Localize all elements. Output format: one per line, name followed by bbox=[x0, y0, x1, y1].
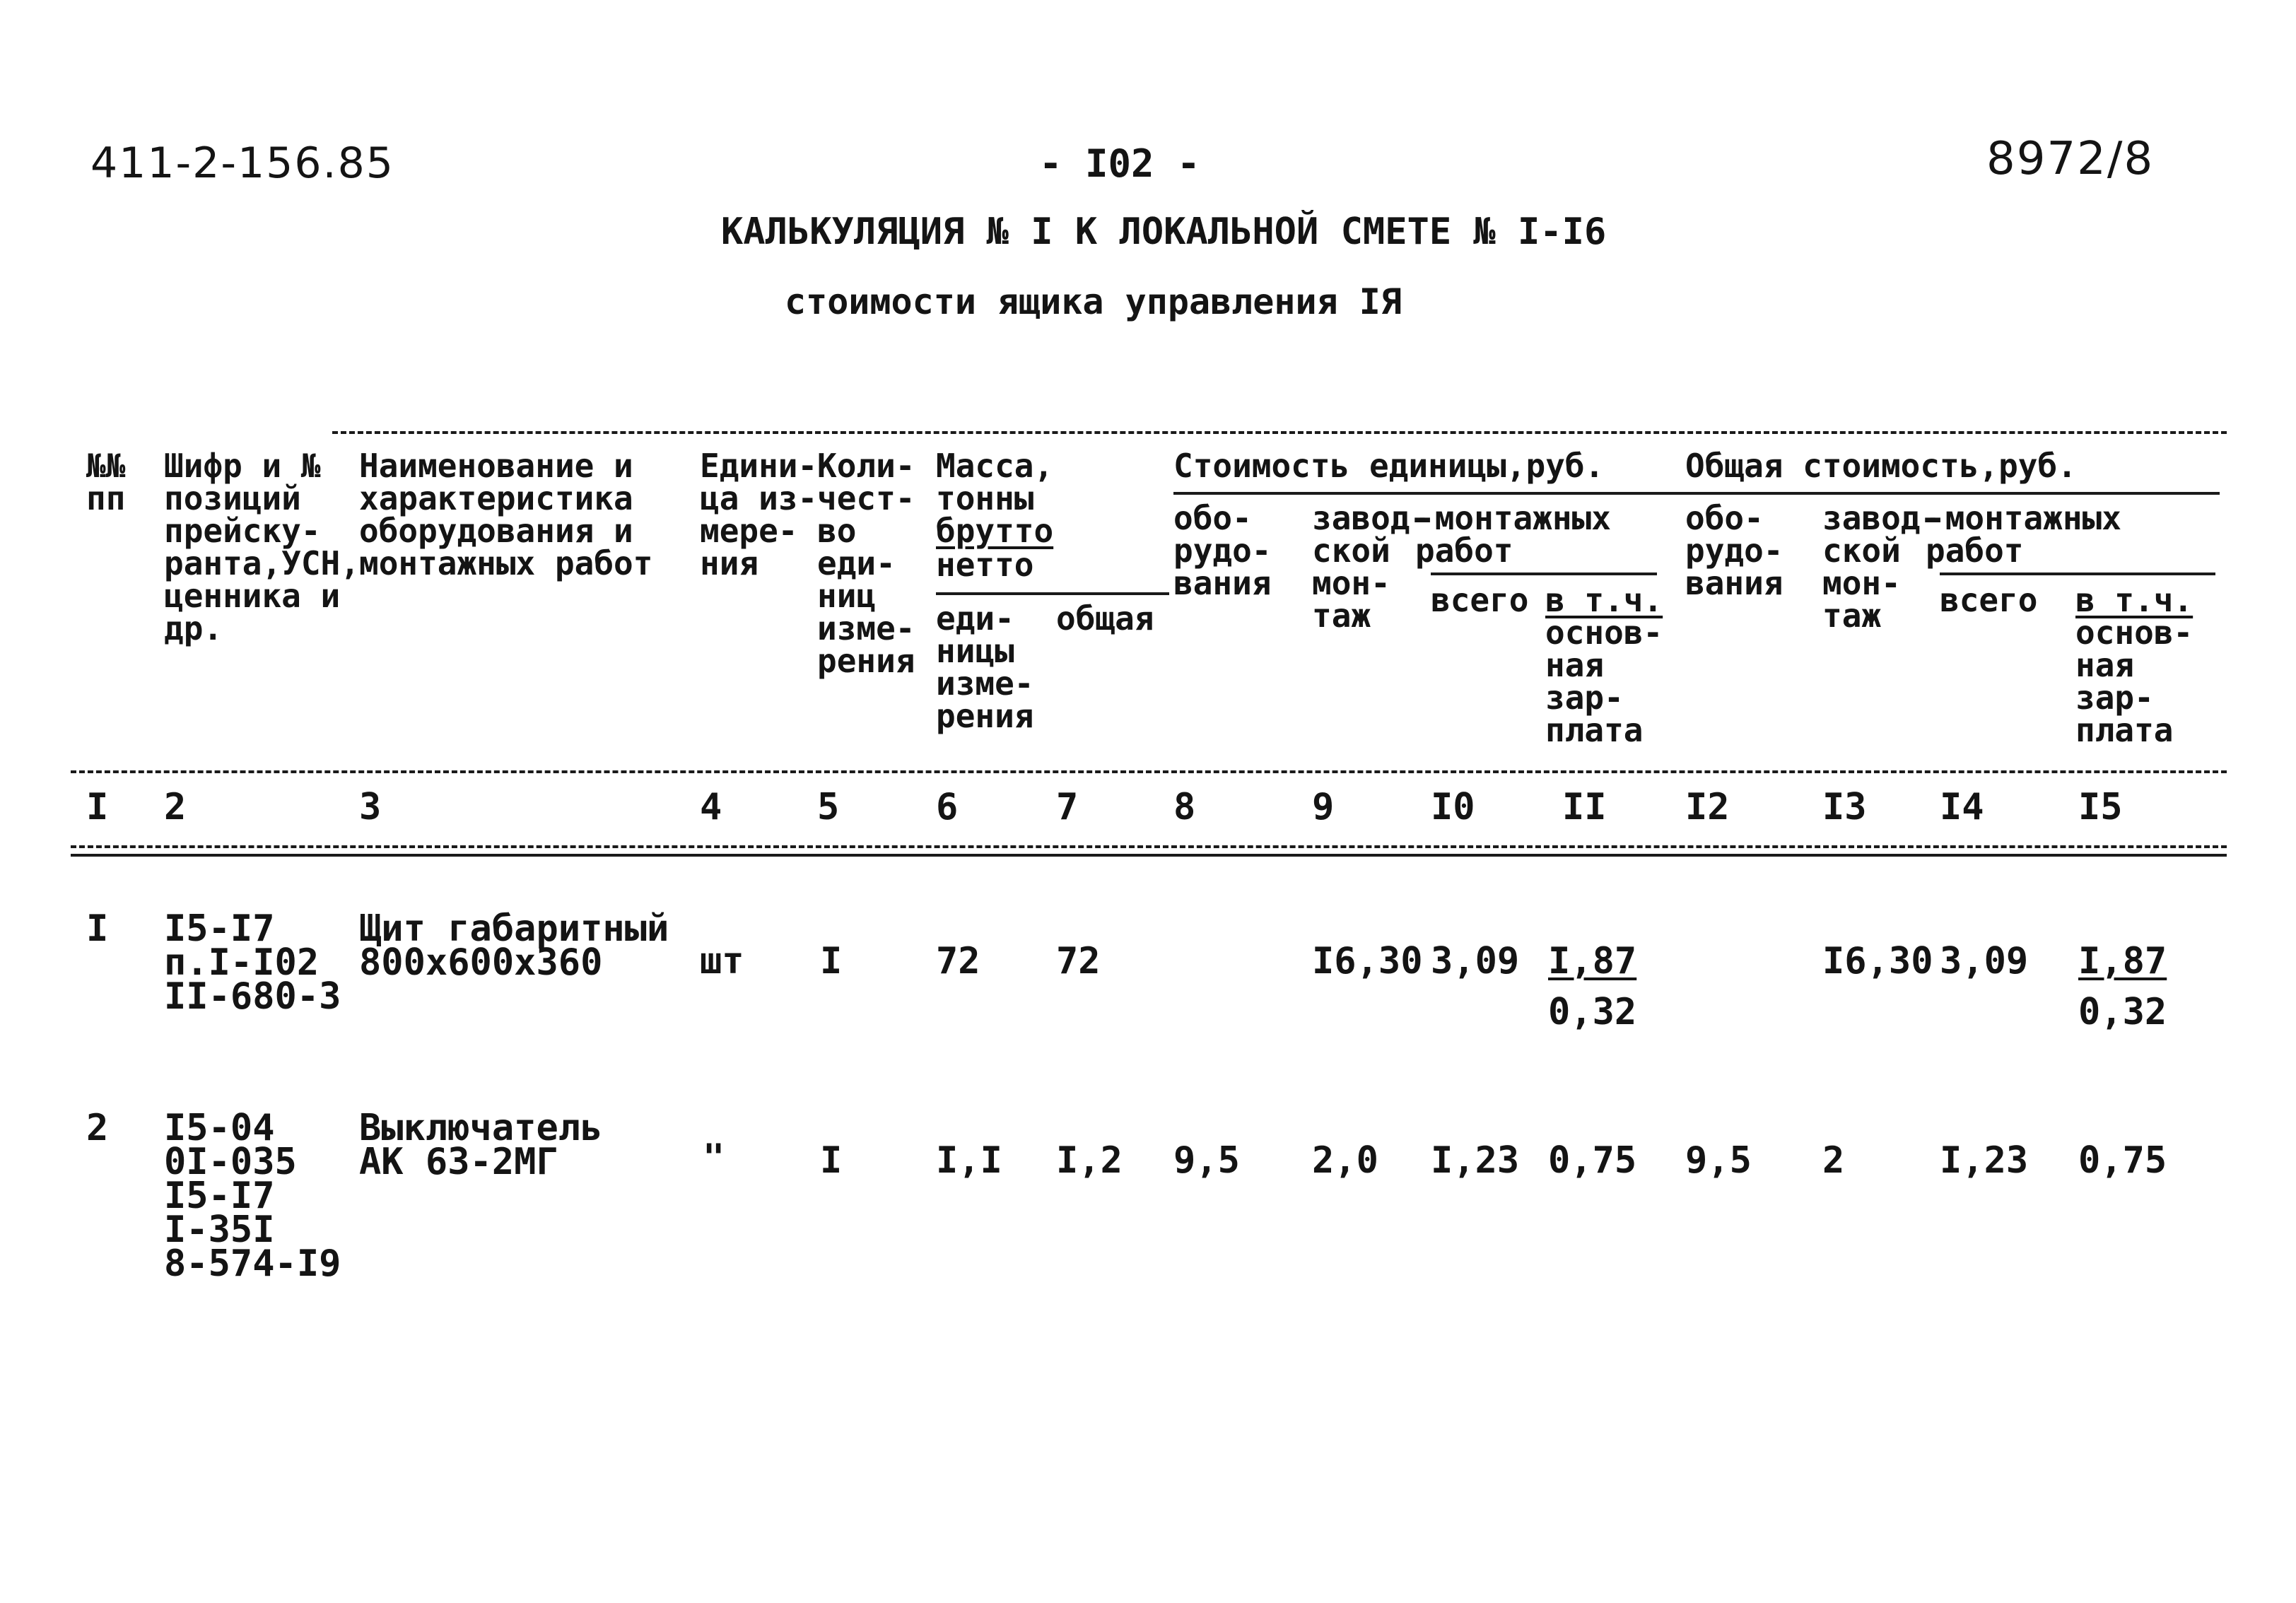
column-number: 3 bbox=[359, 786, 382, 828]
column-number: 6 bbox=[936, 786, 959, 828]
column-number: I4 bbox=[1940, 786, 1984, 828]
document-title: КАЛЬКУЛЯЦИЯ № I К ЛОКАЛЬНОЙ СМЕТЕ № I-I6 bbox=[721, 211, 1607, 253]
archive-number: 8972/8 bbox=[1986, 133, 2155, 185]
numbers-bottom-rule-1 bbox=[71, 845, 2227, 848]
header-col-9: завод- ской мон- таж bbox=[1312, 499, 1430, 635]
header-col-11-rest: основ- ная зар- плата bbox=[1545, 613, 1663, 749]
header-col-3: Наименование и характеристика оборудования и монтажных работ bbox=[359, 447, 653, 582]
column-number: I bbox=[86, 786, 109, 828]
header-mass-brutto: брутто bbox=[936, 512, 1054, 550]
column-number: I5 bbox=[2078, 786, 2123, 828]
row-name: Щит габаритный 800x600x360 bbox=[359, 908, 669, 984]
header-col-13: завод- ской мон- таж bbox=[1822, 499, 1940, 635]
row-mass-total: I,2 bbox=[1056, 1139, 1123, 1182]
header-col-10: всего bbox=[1431, 581, 1529, 619]
row-number: I bbox=[86, 908, 109, 950]
header-col-2: Шифр и № позиций прейску- ранта,УСН, ценника и др. bbox=[164, 447, 360, 647]
header-col-12: обо- рудо- вания bbox=[1685, 499, 1784, 602]
header-col-15-rest: основ- ная зар- плата bbox=[2075, 613, 2194, 749]
install-works-rule bbox=[1431, 572, 1657, 575]
row-unit: шт bbox=[700, 940, 744, 982]
document-subtitle: стоимости ящика управления IЯ bbox=[785, 281, 1402, 322]
row-name: Выключатель АК 63-2МГ bbox=[359, 1107, 603, 1183]
header-col-14: всего bbox=[1940, 581, 2038, 619]
row-mass-unit: 72 bbox=[936, 940, 980, 982]
row-number: 2 bbox=[86, 1107, 109, 1149]
header-col-6: еди- ницы изме- рения bbox=[936, 599, 1034, 735]
header-col-7: общая bbox=[1056, 599, 1154, 638]
column-number: 8 bbox=[1173, 786, 1196, 828]
row-total-install: 3,09 bbox=[1940, 940, 2029, 982]
column-number: II bbox=[1562, 786, 1607, 828]
row-incl-bottom: 0,32 bbox=[1548, 991, 1637, 1033]
header-col-8: обо- рудо- вания bbox=[1173, 499, 1272, 602]
header-mass-title: Масса, тонны bbox=[936, 447, 1054, 517]
row-qty: I bbox=[820, 1139, 843, 1182]
column-number: 5 bbox=[817, 786, 840, 828]
unit-cost-rule bbox=[1173, 492, 2220, 495]
header-total-install-works: -монтажных работ bbox=[1926, 499, 2121, 570]
row-mass-unit: I,I bbox=[936, 1139, 1002, 1182]
row-code: I5-I7 п.I-I02 II-680-3 bbox=[164, 908, 341, 1018]
row-qty: I bbox=[820, 940, 843, 982]
header-unit-cost: Стоимость единицы,руб. bbox=[1173, 447, 1605, 485]
row-total-incl-top: I,87 bbox=[2078, 940, 2167, 982]
row-incl: 0,75 bbox=[1548, 1139, 1637, 1182]
row-total-factory-install: 2 bbox=[1822, 1139, 1845, 1182]
column-number: I2 bbox=[1685, 786, 1730, 828]
page-number: - I02 - bbox=[1039, 141, 1200, 186]
row-install-total: 3,09 bbox=[1431, 940, 1520, 982]
row-total-equipment: 9,5 bbox=[1685, 1139, 1752, 1182]
header-col-4: Едини- ца из- мере- ния bbox=[700, 447, 818, 582]
header-mass-netto: нетто bbox=[936, 546, 1034, 584]
document-code: 411-2-156.85 bbox=[90, 139, 394, 188]
row-total-factory-install: I6,30 bbox=[1822, 940, 1933, 982]
mass-subheader-rule bbox=[936, 592, 1169, 595]
header-total-cost: Общая стоимость,руб. bbox=[1685, 447, 2077, 485]
header-col-5: Коли- чест- во еди- ниц изме- рения bbox=[817, 447, 915, 680]
header-col-15-incl: в т.ч. bbox=[2075, 581, 2194, 619]
row-total-incl-bottom: 0,32 bbox=[2078, 991, 2167, 1033]
row-unit: " bbox=[703, 1137, 725, 1179]
row-mass-total: 72 bbox=[1056, 940, 1101, 982]
row-total-install: I,23 bbox=[1940, 1139, 2029, 1182]
row-factory-install: 2,0 bbox=[1312, 1139, 1378, 1182]
column-number: 7 bbox=[1056, 786, 1079, 828]
header-col-1: №№ пп bbox=[86, 447, 126, 517]
header-install-works: -монтажных работ bbox=[1415, 499, 1611, 570]
row-code: I5-04 0I-035 I5-I7 I-35I 8-574-I9 bbox=[164, 1107, 341, 1285]
row-equipment-cost: 9,5 bbox=[1173, 1139, 1240, 1182]
header-bottom-rule bbox=[71, 770, 2227, 773]
column-number: 9 bbox=[1312, 786, 1335, 828]
column-number: 4 bbox=[700, 786, 722, 828]
column-number: I3 bbox=[1822, 786, 1867, 828]
row-total-incl: 0,75 bbox=[2078, 1139, 2167, 1182]
column-number: I0 bbox=[1431, 786, 1475, 828]
row-install-total: I,23 bbox=[1431, 1139, 1520, 1182]
numbers-bottom-rule-2 bbox=[71, 854, 2227, 857]
total-install-works-rule bbox=[1940, 572, 2215, 575]
column-number: 2 bbox=[164, 786, 187, 828]
row-incl-top: I,87 bbox=[1548, 940, 1637, 982]
header-col-11-incl: в т.ч. bbox=[1545, 581, 1663, 619]
row-factory-install: I6,30 bbox=[1312, 940, 1423, 982]
table-top-rule bbox=[332, 431, 2227, 434]
